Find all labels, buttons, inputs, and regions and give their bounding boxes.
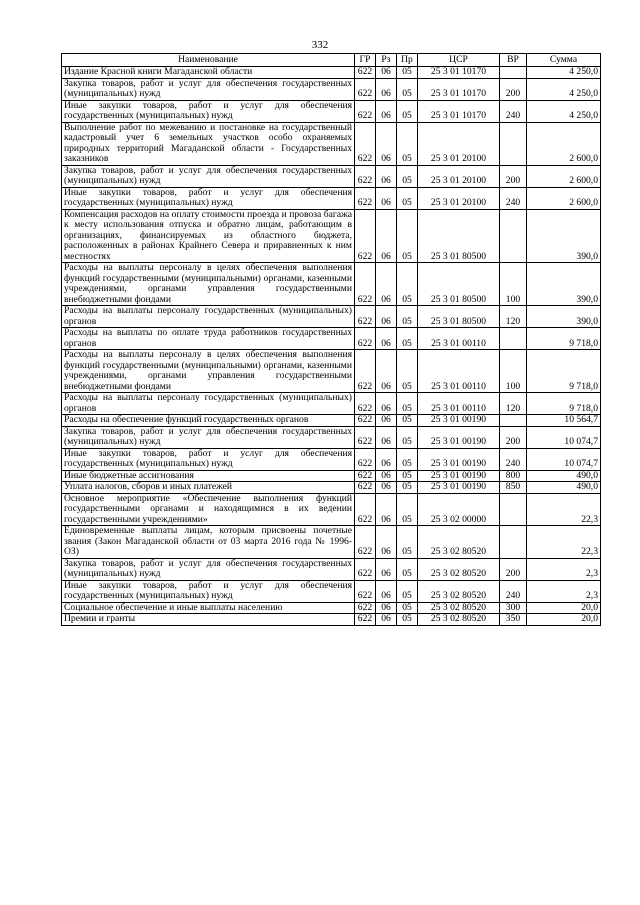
cell-gr: 622	[355, 350, 376, 393]
cell-pr: 05	[397, 100, 418, 122]
cell-sum: 490,0	[527, 482, 601, 494]
cell-sum: 22,3	[527, 526, 601, 559]
cell-name: Единовременные выплаты лицам, которым присвоены почетные звания (Закон Магаданской области от 03 марта 2016 года № 1996-ОЗ)	[62, 526, 355, 559]
cell-csr: 25 3 01 00190	[418, 482, 500, 494]
cell-sum: 2,3	[527, 580, 601, 602]
cell-pr: 05	[397, 187, 418, 209]
cell-pr: 05	[397, 122, 418, 165]
header-name: Наименование	[62, 54, 355, 67]
cell-gr: 622	[355, 558, 376, 580]
cell-name: Расходы на выплаты персоналу в целях обеспечения выполнения функций государственными (муниципальными) органами, казенными учреждениями, органами управления государственными внебюджетными фондами	[62, 263, 355, 306]
table-row	[62, 263, 601, 306]
cell-sum: 390,0	[527, 209, 601, 263]
cell-csr: 25 3 01 00110	[418, 328, 500, 350]
cell-gr: 622	[355, 165, 376, 187]
cell-vr: 800	[500, 470, 527, 482]
table-row	[62, 209, 601, 263]
cell-pr: 05	[397, 67, 418, 79]
table-row	[62, 426, 601, 448]
cell-sum: 390,0	[527, 306, 601, 328]
header-rz: Рз	[376, 54, 397, 67]
cell-gr: 622	[355, 415, 376, 427]
table-row	[62, 448, 601, 470]
cell-vr: 120	[500, 306, 527, 328]
cell-pr: 05	[397, 602, 418, 614]
cell-gr: 622	[355, 602, 376, 614]
cell-csr: 25 3 02 80520	[418, 558, 500, 580]
cell-csr: 25 3 01 80500	[418, 306, 500, 328]
cell-name: Закупка товаров, работ и услуг для обеспечения государственных (муниципальных) нужд	[62, 165, 355, 187]
cell-name: Расходы на выплаты по оплате труда работников государственных органов	[62, 328, 355, 350]
cell-csr: 25 3 01 20100	[418, 165, 500, 187]
table-row	[62, 306, 601, 328]
cell-name: Иные закупки товаров, работ и услуг для обеспечения государственных (муниципальных) нужд	[62, 100, 355, 122]
cell-name: Закупка товаров, работ и услуг для обеспечения государственных (муниципальных) нужд	[62, 426, 355, 448]
cell-rz: 06	[376, 470, 397, 482]
cell-name: Социальное обеспечение и иные выплаты населению	[62, 602, 355, 614]
cell-vr: 100	[500, 350, 527, 393]
cell-gr: 622	[355, 67, 376, 79]
cell-gr: 622	[355, 470, 376, 482]
cell-csr: 25 3 02 80520	[418, 614, 500, 626]
table-row	[62, 122, 601, 165]
cell-rz: 06	[376, 328, 397, 350]
cell-name: Компенсация расходов на оплату стоимости проезда и провоза багажа к месту использования отпуска и обратно лицам, работающим в организациях, финансируемых из областного бюджета, расположенных в районах Крайнего Севера и приравненных к ним местностях	[62, 209, 355, 263]
cell-gr: 622	[355, 328, 376, 350]
cell-vr	[500, 526, 527, 559]
cell-sum: 22,3	[527, 493, 601, 526]
cell-vr	[500, 67, 527, 79]
cell-gr: 622	[355, 306, 376, 328]
cell-vr	[500, 328, 527, 350]
cell-csr: 25 3 01 00110	[418, 393, 500, 415]
table-row	[62, 78, 601, 100]
cell-pr: 05	[397, 78, 418, 100]
cell-gr: 622	[355, 614, 376, 626]
cell-pr: 05	[397, 470, 418, 482]
cell-pr: 05	[397, 350, 418, 393]
cell-rz: 06	[376, 448, 397, 470]
cell-csr: 25 3 02 80520	[418, 526, 500, 559]
table-row	[62, 67, 601, 79]
cell-gr: 622	[355, 482, 376, 494]
cell-name: Выполнение работ по межеванию и постановке на государственный кадастровый учет 6 земельных участков особо охраняемых природных территорий Магаданской области - Государственных заказников	[62, 122, 355, 165]
cell-csr: 25 3 01 00190	[418, 470, 500, 482]
cell-sum: 2 600,0	[527, 122, 601, 165]
cell-pr: 05	[397, 306, 418, 328]
cell-sum: 20,0	[527, 602, 601, 614]
cell-vr: 100	[500, 263, 527, 306]
cell-sum: 9 718,0	[527, 350, 601, 393]
cell-csr: 25 3 01 00190	[418, 448, 500, 470]
cell-rz: 06	[376, 263, 397, 306]
table-row	[62, 350, 601, 393]
cell-csr: 25 3 01 10170	[418, 78, 500, 100]
cell-sum: 10 564,7	[527, 415, 601, 427]
cell-vr	[500, 415, 527, 427]
cell-pr: 05	[397, 482, 418, 494]
cell-name: Основное мероприятие «Обеспечение выполнения функций государственными органами и находящимися в их ведении государственными учреждениями»	[62, 493, 355, 526]
cell-sum: 20,0	[527, 614, 601, 626]
cell-csr: 25 3 01 00190	[418, 415, 500, 427]
table-row	[62, 482, 601, 494]
cell-sum: 4 250,0	[527, 100, 601, 122]
table-row	[62, 100, 601, 122]
header-gr: ГР	[355, 54, 376, 67]
cell-gr: 622	[355, 263, 376, 306]
cell-pr: 05	[397, 558, 418, 580]
cell-csr: 25 3 01 10170	[418, 67, 500, 79]
cell-pr: 05	[397, 263, 418, 306]
cell-gr: 622	[355, 393, 376, 415]
cell-rz: 06	[376, 78, 397, 100]
table-row	[62, 493, 601, 526]
table-row	[62, 415, 601, 427]
cell-csr: 25 3 01 80500	[418, 263, 500, 306]
cell-rz: 06	[376, 526, 397, 559]
cell-sum: 10 074,7	[527, 448, 601, 470]
table-row	[62, 470, 601, 482]
table-body	[62, 67, 601, 626]
cell-name: Расходы на выплаты персоналу в целях обеспечения выполнения функций государственными (муниципальными) органами, казенными учреждениями, органами управления государственными внебюджетными фондами	[62, 350, 355, 393]
cell-rz: 06	[376, 493, 397, 526]
cell-rz: 06	[376, 580, 397, 602]
cell-gr: 622	[355, 493, 376, 526]
cell-sum: 2,3	[527, 558, 601, 580]
table-row	[62, 614, 601, 626]
cell-name: Расходы на выплаты персоналу государственных (муниципальных) органов	[62, 306, 355, 328]
cell-name: Иные бюджетные ассигнования	[62, 470, 355, 482]
cell-rz: 06	[376, 415, 397, 427]
header-pr: Пр	[397, 54, 418, 67]
cell-csr: 25 3 01 80500	[418, 209, 500, 263]
cell-gr: 622	[355, 426, 376, 448]
cell-name: Закупка товаров, работ и услуг для обеспечения государственных (муниципальных) нужд	[62, 78, 355, 100]
cell-pr: 05	[397, 393, 418, 415]
cell-gr: 622	[355, 580, 376, 602]
cell-vr	[500, 122, 527, 165]
cell-rz: 06	[376, 426, 397, 448]
cell-vr	[500, 493, 527, 526]
cell-name: Иные закупки товаров, работ и услуг для обеспечения государственных (муниципальных) нужд	[62, 580, 355, 602]
cell-pr: 05	[397, 580, 418, 602]
cell-csr: 25 3 01 20100	[418, 187, 500, 209]
cell-vr: 120	[500, 393, 527, 415]
header-sum: Сумма	[527, 54, 601, 67]
cell-gr: 622	[355, 209, 376, 263]
cell-vr: 200	[500, 78, 527, 100]
cell-name: Уплата налогов, сборов и иных платежей	[62, 482, 355, 494]
cell-vr: 240	[500, 580, 527, 602]
cell-name: Издание Красной книги Магаданской области	[62, 67, 355, 79]
cell-pr: 05	[397, 328, 418, 350]
cell-csr: 25 3 02 80520	[418, 602, 500, 614]
cell-csr: 25 3 02 80520	[418, 580, 500, 602]
cell-csr: 25 3 01 00110	[418, 350, 500, 393]
cell-pr: 05	[397, 448, 418, 470]
cell-sum: 2 600,0	[527, 165, 601, 187]
cell-sum: 390,0	[527, 263, 601, 306]
cell-pr: 05	[397, 165, 418, 187]
cell-sum: 9 718,0	[527, 393, 601, 415]
cell-vr: 200	[500, 426, 527, 448]
cell-csr: 25 3 01 00190	[418, 426, 500, 448]
cell-name: Иные закупки товаров, работ и услуг для обеспечения государственных (муниципальных) нужд	[62, 187, 355, 209]
cell-csr: 25 3 01 20100	[418, 122, 500, 165]
cell-rz: 06	[376, 602, 397, 614]
cell-rz: 06	[376, 558, 397, 580]
cell-pr: 05	[397, 614, 418, 626]
page-number: 332	[311, 39, 329, 51]
cell-vr: 350	[500, 614, 527, 626]
cell-pr: 05	[397, 426, 418, 448]
cell-sum: 2 600,0	[527, 187, 601, 209]
cell-vr: 240	[500, 187, 527, 209]
cell-csr: 25 3 01 10170	[418, 100, 500, 122]
cell-rz: 06	[376, 350, 397, 393]
cell-vr: 240	[500, 100, 527, 122]
cell-pr: 05	[397, 415, 418, 427]
cell-rz: 06	[376, 165, 397, 187]
table-header-row	[62, 54, 601, 67]
cell-gr: 622	[355, 100, 376, 122]
cell-vr: 850	[500, 482, 527, 494]
cell-rz: 06	[376, 187, 397, 209]
cell-sum: 490,0	[527, 470, 601, 482]
cell-rz: 06	[376, 67, 397, 79]
cell-vr: 200	[500, 558, 527, 580]
table-row	[62, 165, 601, 187]
cell-name: Закупка товаров, работ и услуг для обеспечения государственных (муниципальных) нужд	[62, 558, 355, 580]
cell-pr: 05	[397, 493, 418, 526]
cell-rz: 06	[376, 393, 397, 415]
cell-gr: 622	[355, 448, 376, 470]
cell-vr: 300	[500, 602, 527, 614]
table-row	[62, 558, 601, 580]
cell-rz: 06	[376, 614, 397, 626]
cell-gr: 622	[355, 122, 376, 165]
cell-name: Расходы на обеспечение функций государственных органов	[62, 415, 355, 427]
header-csr: ЦСР	[418, 54, 500, 67]
cell-pr: 05	[397, 526, 418, 559]
cell-gr: 622	[355, 526, 376, 559]
header-vr: ВР	[500, 54, 527, 67]
cell-rz: 06	[376, 482, 397, 494]
cell-rz: 06	[376, 122, 397, 165]
cell-name: Премии и гранты	[62, 614, 355, 626]
cell-gr: 622	[355, 187, 376, 209]
table-row	[62, 393, 601, 415]
cell-sum: 4 250,0	[527, 67, 601, 79]
budget-table	[61, 53, 601, 626]
cell-csr: 25 3 02 00000	[418, 493, 500, 526]
table-row	[62, 602, 601, 614]
cell-rz: 06	[376, 209, 397, 263]
cell-name: Иные закупки товаров, работ и услуг для обеспечения государственных (муниципальных) нужд	[62, 448, 355, 470]
cell-sum: 9 718,0	[527, 328, 601, 350]
table-row	[62, 580, 601, 602]
table-row	[62, 328, 601, 350]
cell-sum: 10 074,7	[527, 426, 601, 448]
cell-pr: 05	[397, 209, 418, 263]
cell-rz: 06	[376, 100, 397, 122]
cell-vr: 240	[500, 448, 527, 470]
cell-rz: 06	[376, 306, 397, 328]
cell-gr: 622	[355, 78, 376, 100]
table-row	[62, 187, 601, 209]
cell-name: Расходы на выплаты персоналу государственных (муниципальных) органов	[62, 393, 355, 415]
cell-sum: 4 250,0	[527, 78, 601, 100]
cell-vr	[500, 209, 527, 263]
cell-vr: 200	[500, 165, 527, 187]
table-row	[62, 526, 601, 559]
